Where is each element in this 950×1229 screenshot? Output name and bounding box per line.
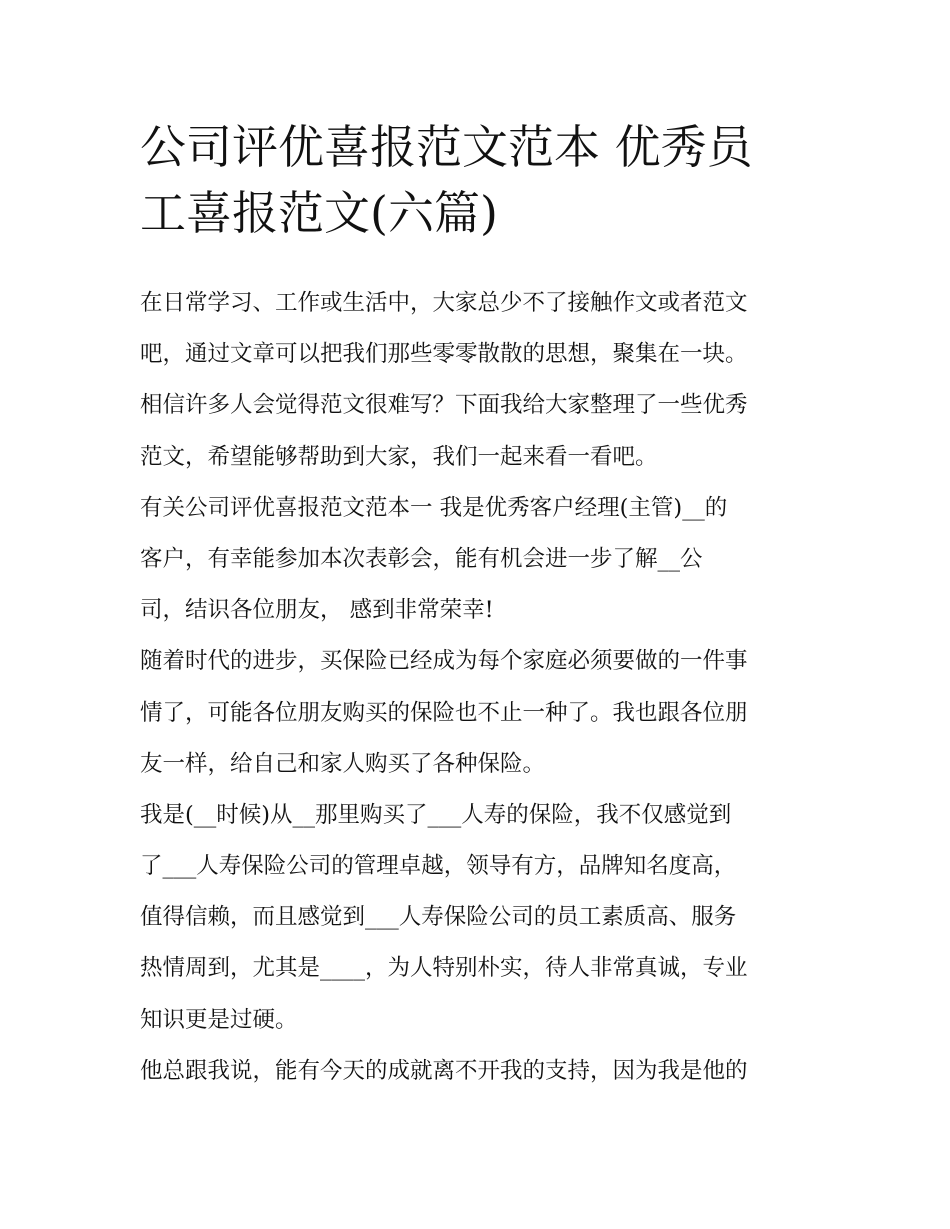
body-line: 相信许多人会觉得范文很难写？下面我给大家整理了一些优秀: [140, 392, 748, 419]
body-line: 客户，有幸能参加本次表彰会，能有机会进一步了解__公: [140, 545, 703, 572]
body-line: 随着时代的进步，买保险已经成为每个家庭必须要做的一件事: [140, 648, 748, 675]
title-line-1: 公司评优喜报范文范本 优秀员: [140, 120, 753, 174]
body-line: 值得信赖，而且感觉到___人寿保险公司的员工素质高、服务: [140, 904, 737, 931]
body-line: 热情周到，尤其是____，为人特别朴实，待人非常真诚，专业: [140, 955, 748, 982]
body-line: 我是(__时候)从__那里购买了___人寿的保险，我不仅感觉到: [140, 801, 732, 828]
body-line: 在日常学习、工作或生活中，大家总少不了接触作文或者范文: [140, 290, 748, 316]
title-line-2: 工喜报范文(六篇): [140, 186, 498, 240]
body-line: 了___人寿保险公司的管理卓越，领导有方，品牌知名度高，: [140, 853, 737, 880]
document-title: [140, 114, 820, 246]
body-line: 知识更是过硬。: [140, 1006, 298, 1033]
body-line: 范文，希望能够帮助到大家，我们一起来看一看吧。: [140, 443, 658, 470]
body-line: 情了，可能各位朋友购买的保险也不止一种了。我也跟各位朋: [140, 699, 748, 726]
body-line: 有关公司评优喜报范文范本一 我是优秀客户经理(主管)__的: [140, 494, 728, 521]
body-line: 吧，通过文章可以把我们那些零零散散的思想，聚集在一块。: [140, 341, 748, 368]
body-line: 他总跟我说，能有今天的成就离不开我的支持，因为我是他的: [140, 1057, 748, 1084]
body-line: 友一样，给自己和家人购买了各种保险。: [140, 750, 546, 777]
document-body: [140, 278, 816, 1097]
body-line: 司，结识各位朋友， 感到非常荣幸!: [140, 597, 494, 624]
